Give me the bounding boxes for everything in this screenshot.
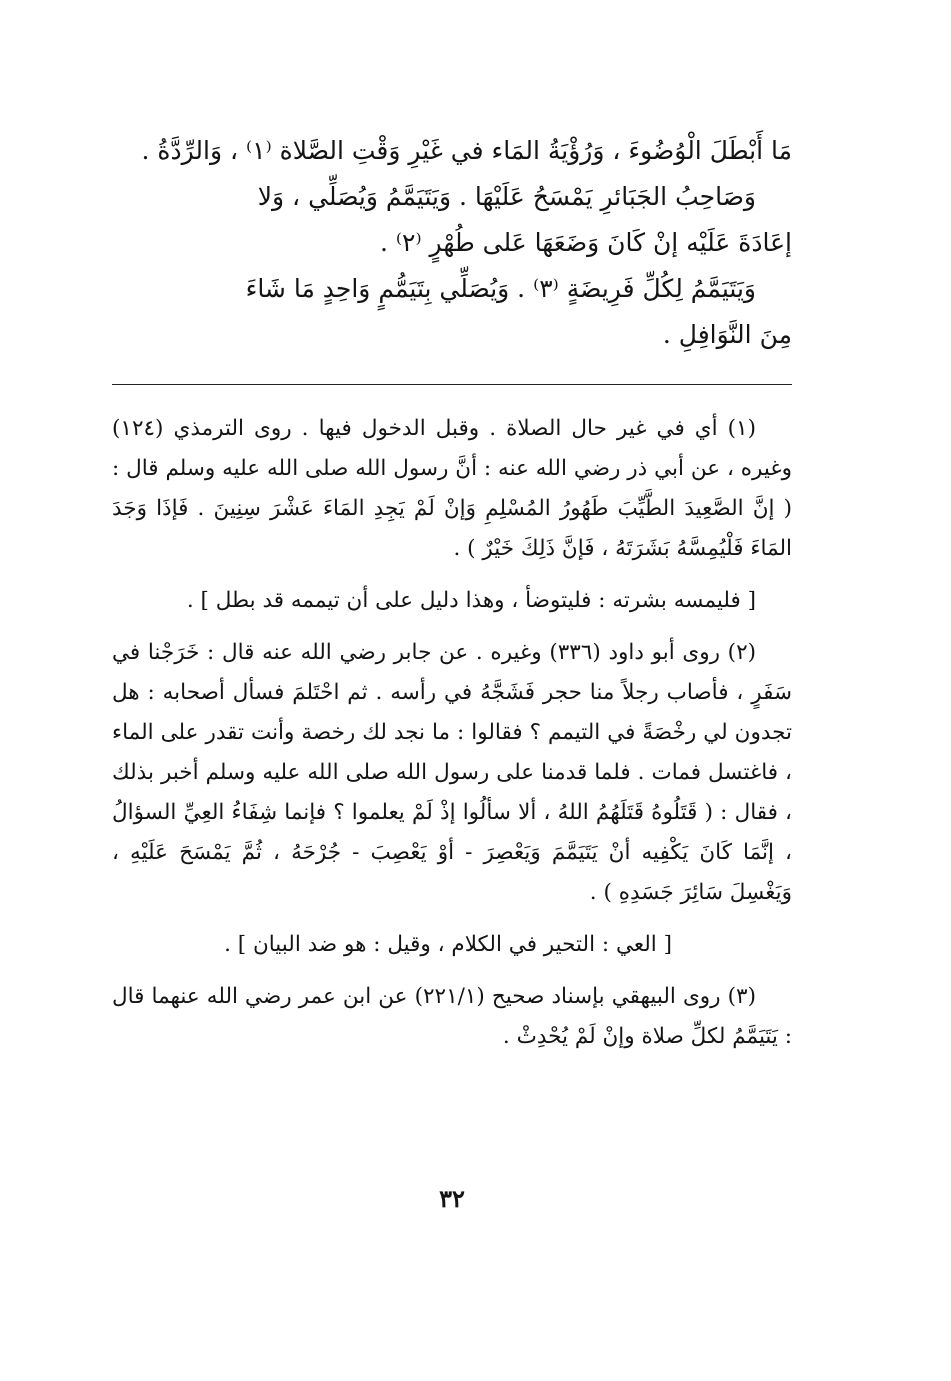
main-line-3: إعَادَةَ عَلَيْه إنْ كَانَ وَضَعَهَا عَلى طُهْرٍ ⁽٢⁾ . [379, 228, 792, 257]
footnote-1-explanation: [ فليمسه بشرته : فليتوضأ ، وهذا دليل على أن تيممه قد بطل ] . [186, 588, 756, 613]
main-line-1: مَا أَبْطَلَ الْوُضُوءَ ، وَرُؤْيَةُ المَاء في غَيْرِ وَقْتِ الصَّلاة ⁽١⁾ ، وَالرِّدَّةُ . [141, 136, 792, 165]
main-text [112, 128, 792, 358]
main-line-2: وَصَاحِبُ الجَبَائرِ يَمْسَحُ عَلَيْهَا . وَيَتَيَمَّمُ وَيُصَلِّي ، وَلا [257, 182, 756, 211]
footnotes [112, 409, 792, 1057]
footnote-3: (٣) روى البيهقي بإسناد صحيح (٢٢١/١) عن ابن عمر رضي الله عنهما قال : يَتَيَمَّمُ لكلِّ صلاة وإنْ لَمْ يُحْدِثْ . [112, 984, 792, 1049]
main-line-4: وَيَتَيَمَّمُ لِكُلِّ فَرِيضَةٍ ⁽٣⁾ . وَيُصَلِّي بِتَيَمُّمٍ وَاحِدٍ مَا شَاءَ [245, 274, 756, 303]
footnote-2-explanation: [ العي : التحير في الكلام ، وقيل : هو ضد البيان ] . [224, 932, 672, 957]
footnote-1: (١) أي في غير حال الصلاة . وقبل الدخول فيها . روى الترمذي (١٢٤) وغيره ، عن أبي ذر رضي الله عنه : أنَّ رسول الله صلى الله عليه وسلم قال : ( إنَّ الصَّعِيدَ الطَّيِّبَ طَهُورُ المُسْلِمِ وَإنْ لَمْ يَجِدِ المَاءَ عَشْرَ سِنِينَ . فَإذَا وَجَدَ المَاءَ فَلْيُمِسَّهُ بَشَرَتَهُ ، فَإنَّ ذَلِكَ خَيْرٌ ) . [112, 416, 792, 561]
page-number: ٣٢ [439, 1184, 465, 1213]
book-page [112, 128, 792, 1328]
main-line-5: مِنَ النَّوَافِلِ . [662, 320, 792, 349]
footnote-2: (٢) روى أبو داود (٣٣٦) وغيره . عن جابر رضي الله عنه قال : خَرَجْنا في سَفَرٍ ، فأصاب رجلاً منا حجر فَشَجَّهُ في رأسه . ثم احْتَلمَ فسأل أصحابه : هل تجدون لي رخْصَةً في التيمم ؟ فقالوا : ما نجد لك رخصة وأنت تقدر على الماء ، فاغتسل فمات . فلما قدمنا على رسول الله صلى الله عليه وسلم أخبر بذلك ، فقال : ( قَتَلُوهُ قَتَلَهُمُ اللهُ ، ألا سألُوا إذْ لَمْ يعلموا ؟ فإنما شِفَاءُ العِيِّ السؤالُ ، إنَّمَا كَانَ يَكْفِيه أنْ يَتَيَمَّمَ وَيَعْصِرَ - أوْ يَعْصِبَ - جُرْحَهُ ، ثُمَّ يَمْسَحَ عَلَيْهِ ، وَيَغْسِلَ سَائِرَ جَسَدِهِ ) . [112, 640, 792, 905]
footnote-divider [112, 384, 792, 385]
